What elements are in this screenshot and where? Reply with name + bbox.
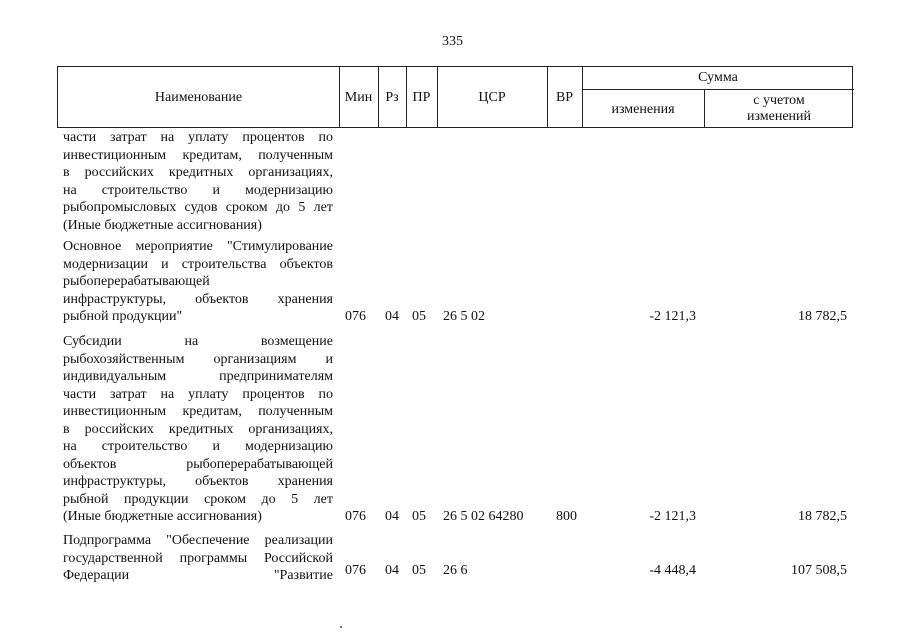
header-csr: ЦСР [478, 90, 506, 105]
row-min: 076 [345, 309, 366, 324]
row-change: -2 121,3 [649, 309, 696, 324]
header-izmeneniya: изменения [611, 102, 675, 117]
header-s-uchetom: с учетом изменений [746, 93, 812, 124]
header-summa: Сумма [698, 70, 738, 85]
table-header [57, 66, 853, 128]
row-change: -2 121,3 [649, 509, 696, 524]
row-csr: 26 5 02 64280 [443, 509, 524, 524]
row-pr: 05 [412, 309, 426, 324]
row-name: Основное мероприятие "Стимулирование модернизации и строительства объектов рыбоперерабатывающей инфраструктуры, объектов хранения рыбной продукции" [63, 239, 333, 324]
row-pr: 05 [412, 509, 426, 524]
header-min: Мин [344, 90, 373, 105]
header-rz: Рз [385, 90, 399, 105]
row-csr: 26 6 [443, 563, 468, 578]
row-total: 18 782,5 [798, 509, 847, 524]
header-vr: ВР [555, 90, 574, 105]
row-min: 076 [345, 509, 366, 524]
row-name: части затрат на уплату процентов по инвестиционным кредитам, полученным в российских кредитных организациях, на строительство и модернизацию рыбопромысловых судов сроком до 5 лет (Иные бюджетные ассигнования) [63, 130, 333, 233]
scan-dot [340, 626, 342, 628]
row-rz: 04 [385, 509, 399, 524]
row-name: Подпрограмма "Обеспечение реализации государственной программы Российской Федерации "Развитие [63, 533, 333, 583]
row-rz: 04 [385, 563, 399, 578]
row-min: 076 [345, 563, 366, 578]
row-pr: 05 [412, 563, 426, 578]
header-name: Наименование [154, 90, 243, 105]
page-number: 335 [442, 34, 463, 49]
header-pr: ПР [412, 90, 431, 105]
row-total: 18 782,5 [798, 309, 847, 324]
row-rz: 04 [385, 309, 399, 324]
row-change: -4 448,4 [649, 563, 696, 578]
row-name: Субсидии на возмещение рыбохозяйственным организациям и индивидуальным предпринимателям части затрат на уплату процентов по инвестиционным кредитам, полученным в российских кредитных организациях, на строительство и модернизацию объектов рыбоперерабатывающей инфраструктуры, объектов хранения рыбной продукции сроком до 5 лет (Иные бюджетные ассигнования) [63, 334, 333, 524]
row-total: 107 508,5 [791, 563, 847, 578]
row-vr: 800 [556, 509, 577, 524]
row-csr: 26 5 02 [443, 309, 485, 324]
